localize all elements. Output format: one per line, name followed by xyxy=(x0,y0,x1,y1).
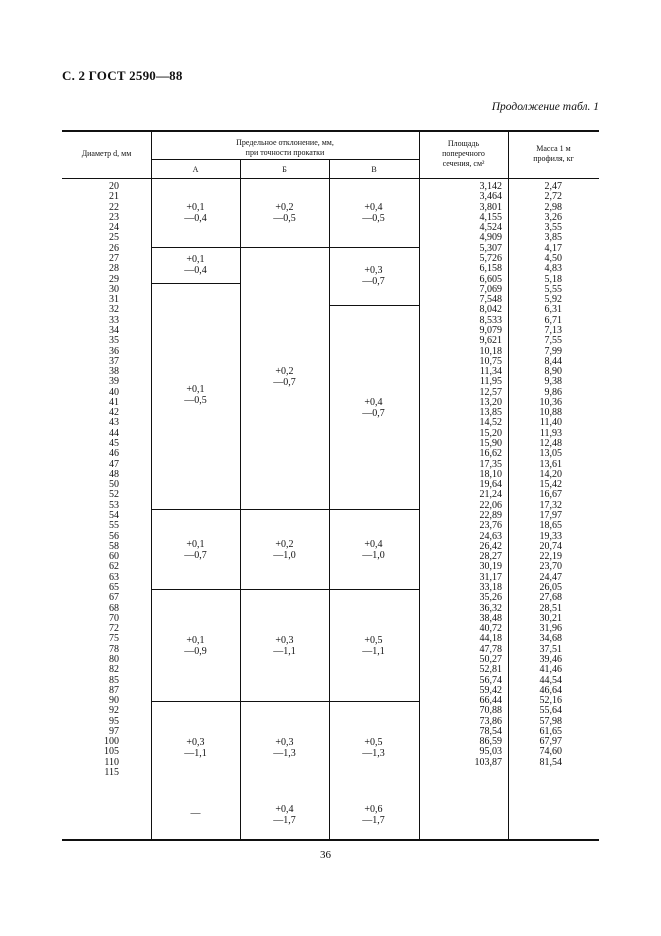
tolerance-b-cell: +0,4 —1,7 xyxy=(273,804,296,826)
tolerance-v-cell: +0,6 —1,7 xyxy=(362,804,385,826)
column-rule xyxy=(151,130,152,839)
tolerance-b-cell: +0,2 —0,7 xyxy=(273,366,296,388)
tolerance-v-cell: +0,4 —0,7 xyxy=(362,397,385,419)
mass-column: 2,47 2,72 2,98 3,26 3,55 3,85 4,17 4,50 4,83 5,18 5,55 5,92 6,31 6,71 7,13 7,55 7,99 8,44 8,90 9,38 9,86 10,36 10,88 11,40 11,93 12,48 13,05 13,61 14,20 15,42 16,67 17,32 17,97 18,65 19,33 20,74 22,19 23,70 24,47 26,05 27,68 28,51 30,21 31,96 34,68 37,51 39,46 41,46 44,54 46,64 52,16 55,64 57,98 61,65 67,97 74,60 81,54 xyxy=(539,181,562,768)
tolerance-v-cell: +0,4 —0,5 xyxy=(362,202,385,224)
group-rule xyxy=(151,589,419,590)
table-continuation-note: Продолжение табл. 1 xyxy=(491,101,599,113)
tolerance-v-cell: +0,4 —1,0 xyxy=(362,539,385,561)
deviation-subheader-rule xyxy=(151,159,419,160)
header-class-v: В xyxy=(371,165,377,174)
group-rule xyxy=(151,247,419,248)
header-area: Площадь поперечного сечения, см² xyxy=(442,139,485,168)
header-deviation: Предельное отклонение, мм, при точности прокатки xyxy=(236,138,334,157)
tolerance-a-cell: +0,1 —0,5 xyxy=(184,384,207,406)
header-class-a: А xyxy=(192,165,199,174)
header-bottom-rule xyxy=(62,178,599,179)
tolerance-v-cell: +0,5 —1,3 xyxy=(362,737,385,759)
tolerance-v-cell: +0,5 —1,1 xyxy=(362,635,385,657)
group-rule xyxy=(151,283,240,284)
column-rule xyxy=(419,130,420,839)
group-rule xyxy=(151,701,419,702)
header-diameter: Диаметр d, мм xyxy=(81,149,132,158)
tolerance-a-cell: +0,3 —1,1 xyxy=(184,737,207,759)
header-class-b: Б xyxy=(282,165,287,174)
table-top-rule xyxy=(62,130,599,132)
tolerance-a-cell: +0,1 —0,9 xyxy=(184,635,207,657)
tolerance-a-cell: +0,1 —0,7 xyxy=(184,539,207,561)
area-column: 3,142 3,464 3,801 4,155 4,524 4,909 5,307 5,726 6,158 6,605 7,069 7,548 8,042 8,533 9,079 9,621 10,18 10,75 11,34 11,95 12,57 13,20 13,85 14,52 15,20 15,90 16,62 17,35 18,10 19,64 21,24 22,06 22,89 23,76 24,63 26,42 28,27 30,19 31,17 33,18 35,26 36,32 38,48 40,72 44,18 47,78 50,27 52,81 56,74 59,42 66,44 70,88 73,86 78,54 86,59 95,03 103,87 xyxy=(474,181,502,768)
header-mass: Масса 1 м профиля, кг xyxy=(533,144,574,163)
diameter-column: 20 21 22 23 24 25 26 27 28 29 30 31 32 33 34 35 36 37 38 39 40 41 42 43 44 45 46 47 48 50 52 53 54 55 56 58 60 62 63 65 67 68 70 72 75 78 80 82 85 87 90 92 95 97 100 105 110 115 xyxy=(104,181,119,779)
tolerance-a-cell: +0,1 —0,4 xyxy=(184,254,207,276)
group-rule xyxy=(329,305,419,306)
document-header: С. 2 ГОСТ 2590—88 xyxy=(62,68,183,83)
tolerance-table xyxy=(62,130,599,840)
tolerance-a-cell: — xyxy=(190,808,201,819)
tolerance-b-cell: +0,2 —0,5 xyxy=(273,202,296,224)
group-rule xyxy=(151,509,419,510)
tolerance-b-cell: +0,2 —1,0 xyxy=(273,539,296,561)
tolerance-b-cell: +0,3 —1,3 xyxy=(273,737,296,759)
tolerance-v-cell: +0,3 —0,7 xyxy=(362,265,385,287)
table-bottom-rule xyxy=(62,839,599,841)
page-number: 36 xyxy=(320,849,331,861)
tolerance-a-cell: +0,1 —0,4 xyxy=(184,202,207,224)
column-rule xyxy=(508,130,509,839)
tolerance-b-cell: +0,3 —1,1 xyxy=(273,635,296,657)
